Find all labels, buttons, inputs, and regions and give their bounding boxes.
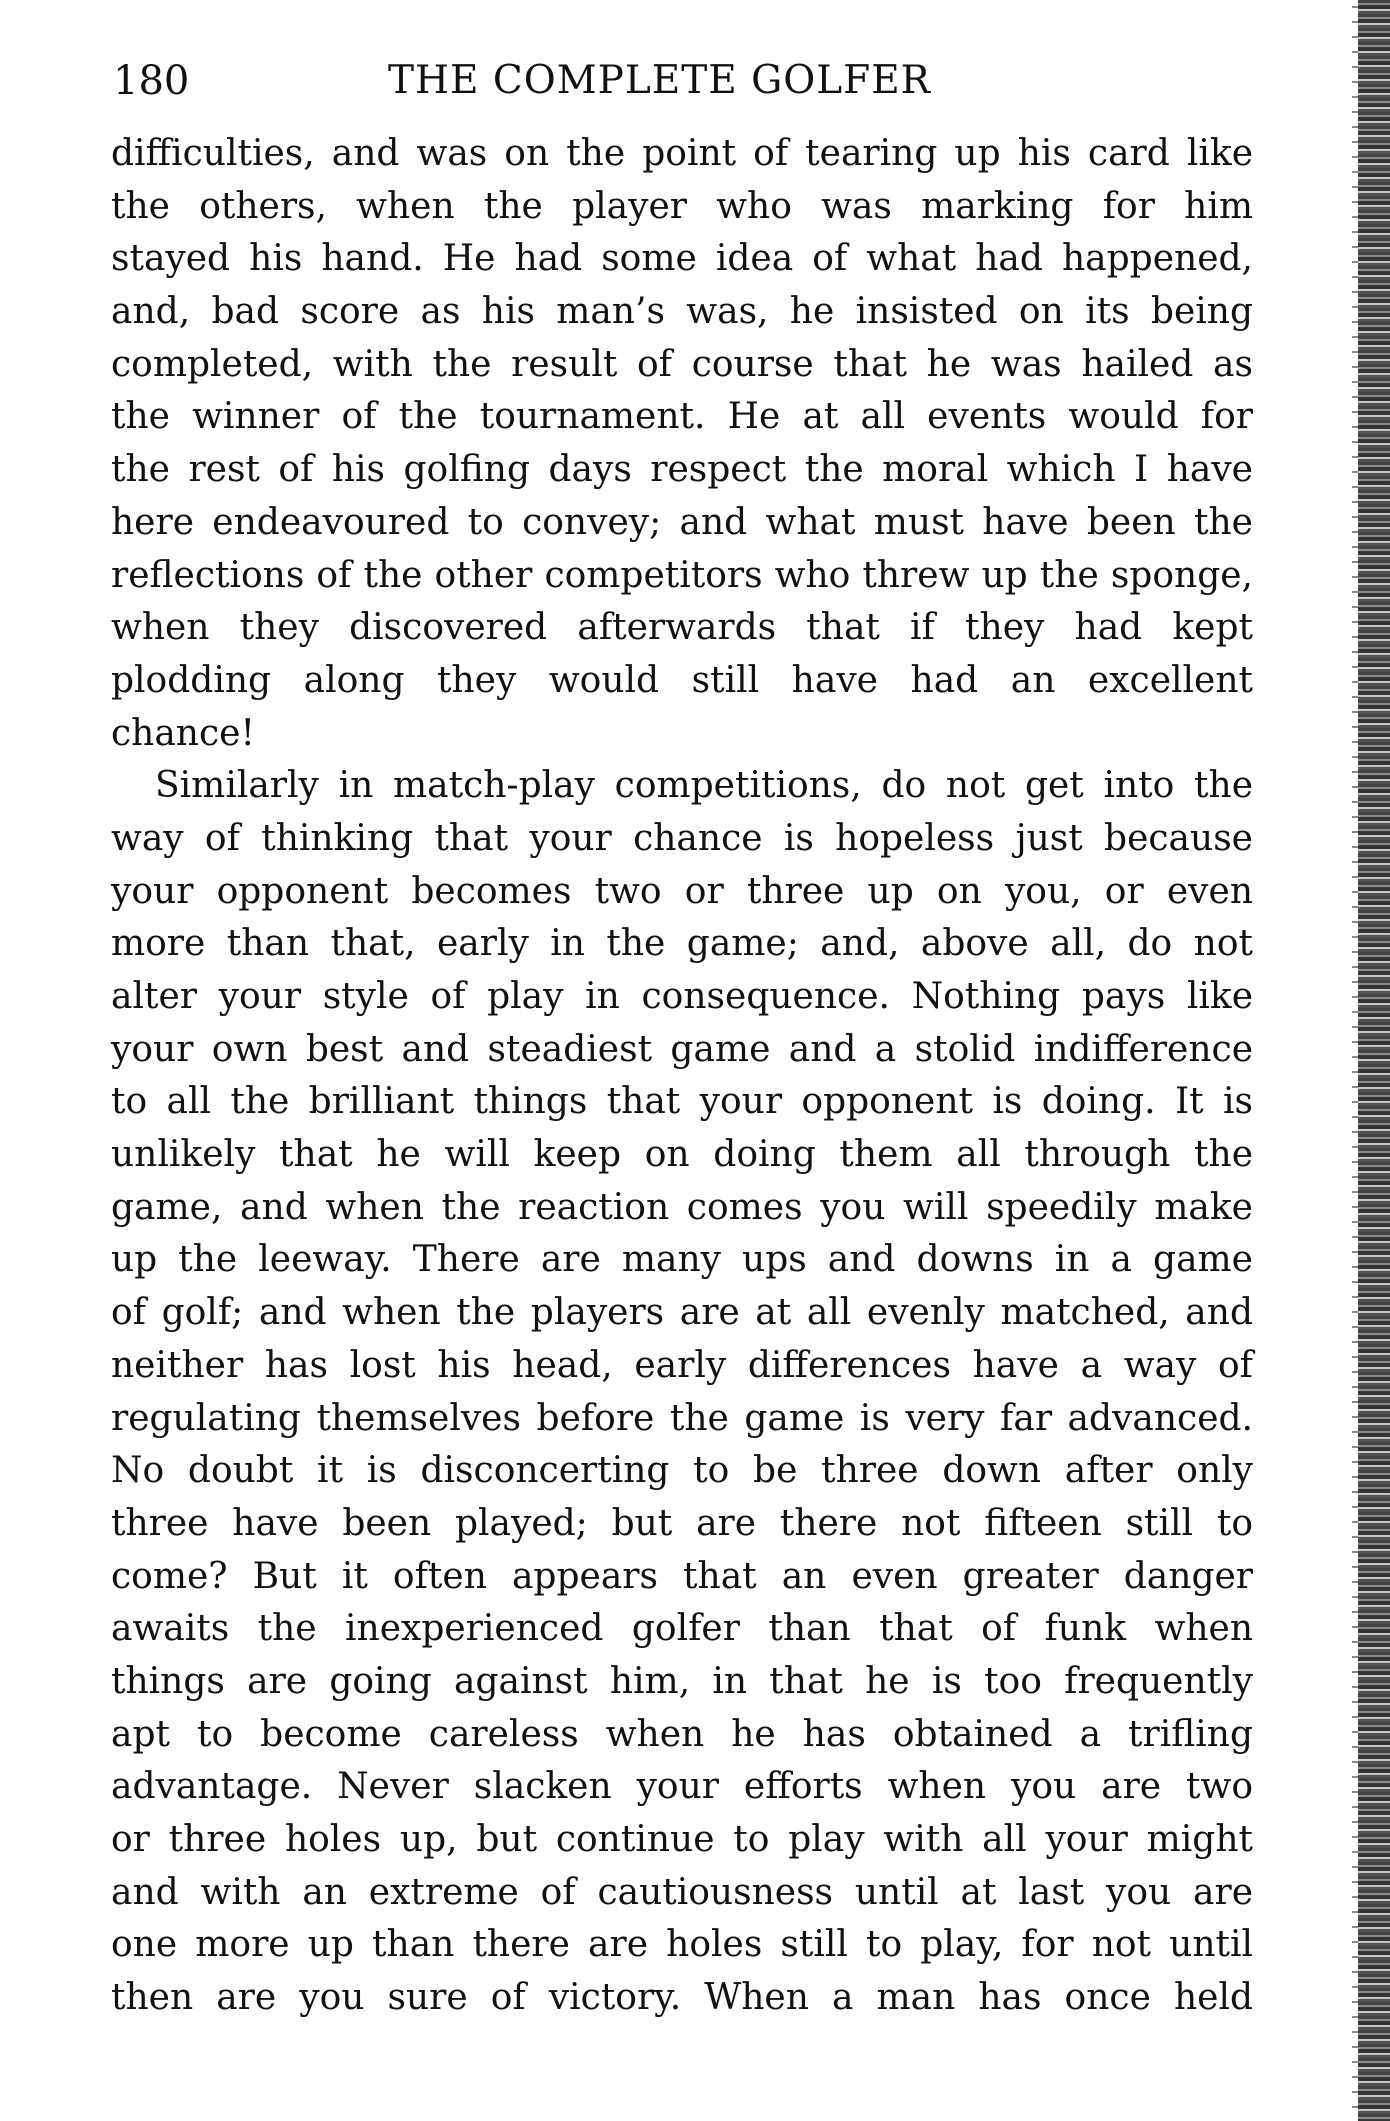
text-line: No doubt it is disconcerting to be three down after only [111,1450,1253,1492]
text-line: alter your style of play in consequence. Nothing pays like [111,976,1253,1017]
text-line: and, bad score as his man’s was, he insisted on its being [111,291,1253,333]
text-line: when they discovered afterwards that if they had kept [111,607,1253,649]
text-line: reflections of the other competitors who threw up the sponge, [111,554,1253,596]
text-line: game, and when the reaction comes you will speedily make [111,1186,1253,1228]
text-line: chance! [111,712,255,754]
text-line: the others, when the player who was marking for him [111,185,1253,227]
text-line: your opponent becomes two or three up on you, or even [111,870,1253,912]
scanned-page-edge [1358,0,1390,2121]
text-line: or three holes up, but continue to play with all your might [111,1819,1253,1860]
text-line: up the leeway. There are many ups and downs in a game [111,1239,1253,1281]
book-title: THE COMPLETE GOLFER [388,58,932,103]
text-line: things are going against him, in that he is too frequently [111,1660,1253,1702]
text-line: stayed his hand. He had some idea of what had happened, [111,238,1253,280]
text-line: completed, with the result of course that he was hailed as [111,343,1253,385]
text-line: come? But it often appears that an even greater danger [111,1555,1253,1597]
text-line: regulating themselves before the game is very far advanced. [111,1397,1253,1439]
page-body-text [111,128,1253,2025]
text-line: to all the brilliant things that your opponent is doing. It is [111,1081,1253,1123]
text-line: difficulties, and was on the point of tearing up his card like [111,133,1253,174]
text-line: three have been played; but are there not fifteen still to [111,1502,1253,1544]
text-line: awaits the inexperienced golfer than that of funk when [111,1608,1253,1650]
text-line: Similarly in match-play competitions, do not get into the [155,765,1253,807]
text-line: and with an extreme of cautiousness until at last you are [111,1871,1253,1913]
text-line: one more up than there are holes still to play, for not until [111,1924,1253,1966]
running-header [113,58,1253,108]
text-line: more than that, early in the game; and, above all, do not [111,923,1253,965]
text-line: neither has lost his head, early differences have a way of [111,1344,1253,1386]
text-line: way of thinking that your chance is hopeless just because [111,817,1253,859]
text-line: plodding along they would still have had an excellent [111,659,1253,701]
text-line: of golf; and when the players are at all evenly matched, and [111,1292,1253,1334]
text-line: your own best and steadiest game and a stolid indifference [111,1028,1253,1070]
text-line: apt to become careless when he has obtained a trifling [111,1713,1253,1755]
text-line: the rest of his golfing days respect the moral which I have [111,449,1253,491]
text-line: here endeavoured to convey; and what must have been the [111,501,1253,543]
text-line: the winner of the tournament. He at all events would for [111,396,1253,438]
page-number: 180 [113,58,190,104]
text-line: advantage. Never slacken your efforts when you are two [111,1766,1253,1808]
text-line: unlikely that he will keep on doing them all through the [111,1134,1253,1176]
text-line: then are you sure of victory. When a man has once held [111,1977,1253,2019]
